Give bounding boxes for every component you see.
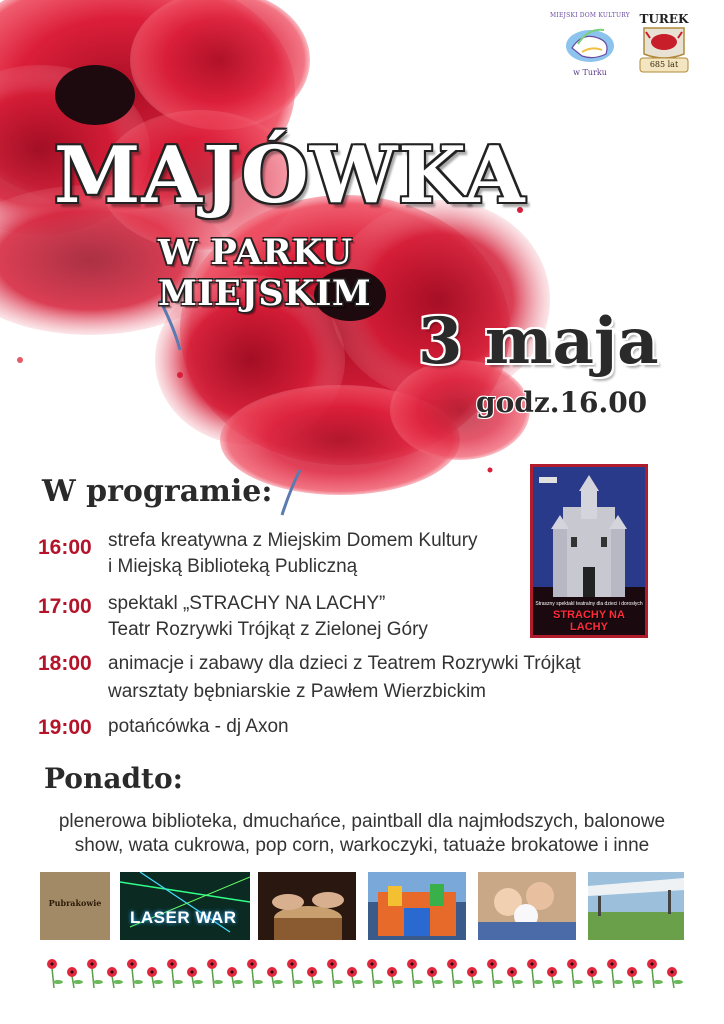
program-item-time: 19:00 — [38, 716, 92, 739]
program-item-line: potańcówka - dj Axon — [108, 716, 289, 737]
mdk-logo — [548, 12, 632, 80]
turek-logo-name: TUREK — [639, 12, 689, 26]
event-title: MAJÓWKA — [54, 130, 526, 221]
program-item-time: 18:00 — [38, 652, 92, 675]
program-item-time: 16:00 — [38, 536, 92, 559]
program-item-time: 17:00 — [38, 595, 92, 618]
cotton-candy-icon — [478, 872, 576, 940]
program-item-line: spektakl „STRACHY NA LACHY” — [108, 593, 386, 614]
photo-bouncy-castle — [368, 872, 466, 940]
event-start-time: godz.16.00 — [476, 386, 648, 419]
extras-heading: Ponadto: — [44, 762, 184, 795]
turek-anniversary-badge: 685 lat — [649, 60, 679, 69]
poppy-border-decoration — [44, 952, 684, 992]
program-item-description — [108, 714, 289, 740]
pubrakowie-label: Pubrakowie — [48, 898, 102, 908]
program-item-description — [108, 528, 478, 580]
photo-drumming — [258, 872, 356, 940]
mdk-logo-top-text: MIEJSKI DOM KULTURY — [550, 12, 630, 19]
program-item-line: Teatr Rozrywki Trójkąt z Zielonej Góry — [108, 619, 428, 640]
laser-beams-icon — [120, 872, 250, 940]
photo-laser-war — [120, 872, 250, 940]
event-subtitle: W PARKU MIEJSKIM — [158, 232, 372, 314]
extras-line: plenerowa biblioteka, dmuchańce, paintball dla najmłodszych, balonowe — [58, 811, 666, 832]
program-item-line: i Miejską Biblioteką Publiczną — [108, 556, 358, 577]
theatre-poster-title: STRACHY NA LACHY — [553, 609, 625, 633]
photo-cotton-candy — [478, 872, 576, 940]
mdk-logo-bottom-text: w Turku — [573, 68, 607, 77]
turek-logo — [634, 10, 694, 80]
program-item-description — [108, 591, 428, 643]
program-item-line: strefa kreatywna z Miejskim Domem Kultury — [108, 530, 478, 551]
park-shelter-icon — [588, 872, 684, 940]
program-item-description — [108, 650, 581, 706]
theatre-poster-tagline: Straszny spektakl teatralny dla dzieci i dorosłych — [535, 601, 643, 607]
program-heading: W programie: — [42, 474, 273, 509]
program-item-line: animacje i zabawy dla dzieci z Teatrem Rozrywki Trójkąt — [108, 653, 581, 674]
drum-icon — [258, 872, 356, 940]
bouncy-castle-icon — [368, 872, 466, 940]
theatre-poster-image — [530, 464, 648, 638]
photo-park-shelter — [588, 872, 684, 940]
bull-crest-icon — [634, 10, 694, 80]
program-item-line: warsztaty bębniarskie z Pawłem Wierzbickim — [108, 681, 486, 702]
extras-description — [40, 810, 684, 858]
laser-war-label: LASER WAR — [130, 908, 237, 927]
pegasus-icon — [548, 20, 632, 70]
photo-pubrakowie-logo — [40, 872, 110, 940]
event-date: 3 maja — [418, 304, 659, 379]
extras-line: show, wata cukrowa, pop corn, warkoczyki, tatuaże brokatowe i inne — [74, 835, 650, 856]
